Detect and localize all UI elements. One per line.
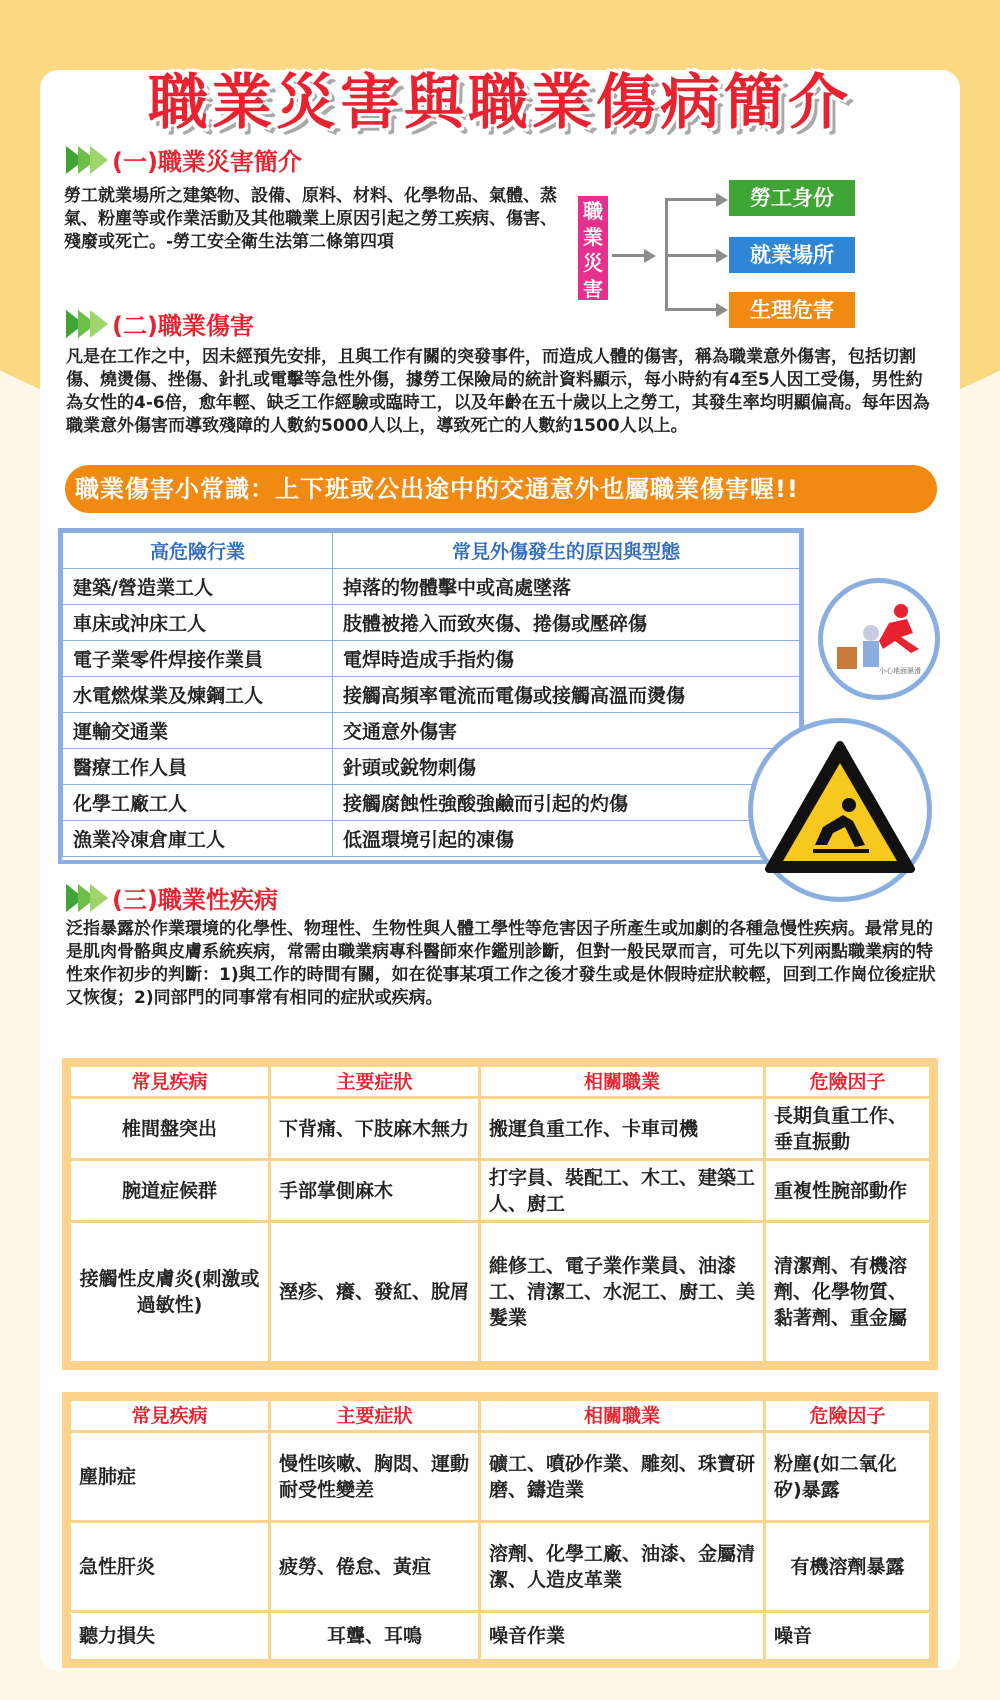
slippery-floor-icon (818, 578, 940, 700)
disease-table-2 (62, 1392, 938, 1668)
table-cell: 水電燃煤業及煉鋼工人 (63, 677, 333, 713)
warning-sign-icon (748, 718, 932, 902)
table-row (70, 1612, 931, 1661)
table-row (63, 605, 800, 641)
table-row (63, 821, 800, 857)
column-header: 常見疾病 (70, 1066, 270, 1098)
page-title: 職業災害與職業傷病簡介 (148, 68, 852, 138)
chevron-arrows-icon (66, 884, 102, 912)
tip-banner: 職業傷害小常識：上下班或公出途中的交通意外也屬職業傷害喔!! (65, 465, 937, 513)
table-cell: 清潔劑、有機溶劑、化學物質、黏著劑、重金屬 (765, 1222, 931, 1363)
table-cell: 急性肝炎 (70, 1522, 270, 1612)
table-cell: 噪音作業 (480, 1612, 765, 1661)
section3-heading (66, 880, 278, 915)
table-row (63, 749, 800, 785)
table-cell: 建築/營造業工人 (63, 569, 333, 605)
column-header: 危險因子 (765, 1400, 931, 1432)
injury-table (58, 528, 804, 864)
section3-title: (三)職業性疾病 (112, 886, 278, 914)
section1-heading (66, 142, 302, 177)
table-cell: 接觸腐蝕性強酸強鹼而引起的灼傷 (333, 785, 800, 821)
tag-physiological-hazard: 生理危害 (729, 292, 855, 328)
table-row (63, 641, 800, 677)
section1-title: (一)職業災害簡介 (112, 148, 302, 176)
slippery-caption: 小心地面濕滑 (879, 667, 921, 675)
table-cell: 維修工、電子業作業員、油漆工、清潔工、水泥工、廚工、美髮業 (480, 1222, 765, 1363)
table-cell: 溼疹、癢、發紅、脫屑 (270, 1222, 480, 1363)
table-cell: 聽力損失 (70, 1612, 270, 1661)
section2-title: (二)職業傷害 (112, 312, 254, 340)
table-cell: 手部掌側麻木 (270, 1160, 480, 1222)
table-cell: 腕道症候群 (70, 1160, 270, 1222)
chevron-arrows-icon (66, 310, 102, 338)
column-header: 高危險行業 (63, 533, 333, 569)
table-row (63, 677, 800, 713)
table-cell: 電子業零件焊接作業員 (63, 641, 333, 677)
table-cell: 醫療工作人員 (63, 749, 333, 785)
section2-text: 凡是在工作之中，因未經預先安排，且與工作有關的突發事件，而造成人體的傷害，稱為職業意外傷害，包括切割傷、燒燙傷、挫傷、針扎或電擊等急性外傷，據勞工保險局的統計資料顯示，每小時約有4至5人因工受傷，男性約為女性的4-6倍，愈年輕、缺乏工作經驗或臨時工，以及年齡在五十歲以上之勞工，其發生率均明顯偏高。每年因為職業意外傷害而導致殘障的人數約5000人以上，導致死亡的人數約1500人以上。 (66, 347, 930, 436)
table-row (70, 1222, 931, 1363)
table-cell: 運輸交通業 (63, 713, 333, 749)
table-row (70, 1160, 931, 1222)
table-cell: 針頭或銳物刺傷 (333, 749, 800, 785)
table-cell: 肢體被捲入而致夾傷、捲傷或壓碎傷 (333, 605, 800, 641)
column-header: 危險因子 (765, 1066, 931, 1098)
table-cell: 慢性咳嗽、胸悶、運動耐受性變差 (270, 1432, 480, 1522)
table-cell: 長期負重工作、垂直振動 (765, 1098, 931, 1160)
table-header-row (70, 1066, 931, 1098)
table-cell: 車床或沖床工人 (63, 605, 333, 641)
section2-heading (66, 306, 254, 341)
column-header: 主要症狀 (270, 1066, 480, 1098)
column-header: 常見疾病 (70, 1400, 270, 1432)
table-cell: 打字員、裝配工、木工、建築工人、廚工 (480, 1160, 765, 1222)
disease-table-1 (62, 1058, 938, 1370)
table-cell: 噪音 (765, 1612, 931, 1661)
column-header: 主要症狀 (270, 1400, 480, 1432)
table-header-row (70, 1400, 931, 1432)
table-row (70, 1432, 931, 1522)
table-cell: 疲勞、倦怠、黃疸 (270, 1522, 480, 1612)
column-header: 相關職業 (480, 1400, 765, 1432)
table-cell: 低溫環境引起的凍傷 (333, 821, 800, 857)
table-cell: 礦工、噴砂作業、雕刻、珠寶研磨、鑄造業 (480, 1432, 765, 1522)
occupational-disaster-label: 職業災害 (578, 196, 608, 300)
table-cell: 交通意外傷害 (333, 713, 800, 749)
table-row (70, 1098, 931, 1160)
tag-workplace: 就業場所 (729, 237, 855, 273)
table-header-row (63, 533, 800, 569)
table-cell: 椎間盤突出 (70, 1098, 270, 1160)
table-row (70, 1522, 931, 1612)
table-cell: 粉塵(如二氧化矽)暴露 (765, 1432, 931, 1522)
section3-text: 泛指暴露於作業環境的化學性、物理性、生物性與人體工學性等危害因子所產生或加劇的各種急慢性疾病。最常見的是肌肉骨骼與皮膚系統疾病，常需由職業病專科醫師來作鑑別診斷，但對一般民眾而言，可先以下列兩點職業病的特性來作初步的判斷：1)與工作的時間有關，如在從事某項工作之後才發生或是休假時症狀較輕，回到工作崗位後症狀又恢復；2)同部門的同事常有相同的症狀或疾病。 (66, 919, 936, 1008)
arrow-icon (716, 249, 728, 263)
table-cell: 搬運負重工作、卡車司機 (480, 1098, 765, 1160)
chevron-arrows-icon (66, 146, 102, 174)
column-header: 相關職業 (480, 1066, 765, 1098)
table-cell: 塵肺症 (70, 1432, 270, 1522)
table-cell: 溶劑、化學工廠、油漆、金屬清潔、人造皮革業 (480, 1522, 765, 1612)
arrow-icon (716, 193, 728, 207)
table-cell: 接觸高頻率電流而電傷或接觸高溫而燙傷 (333, 677, 800, 713)
table-row (63, 713, 800, 749)
table-row (63, 569, 800, 605)
connector-line (665, 198, 721, 201)
table-cell: 下背痛、下肢麻木無力 (270, 1098, 480, 1160)
tag-worker-identity: 勞工身份 (729, 180, 855, 216)
arrow-icon (716, 303, 728, 317)
table-cell: 接觸性皮膚炎(刺激或過敏性) (70, 1222, 270, 1363)
table-cell: 有機溶劑暴露 (765, 1522, 931, 1612)
table-cell: 電焊時造成手指灼傷 (333, 641, 800, 677)
table-cell: 化學工廠工人 (63, 785, 333, 821)
section1-text: 勞工就業場所之建築物、設備、原料、材料、化學物品、氣體、蒸氣、粉塵等或作業活動及其他職業上原因引起之勞工疾病、傷害、殘廢或死亡。-勞工安全衛生法第二條第四項 (64, 186, 557, 252)
connector-line (612, 254, 648, 257)
connector-line (665, 254, 721, 257)
connector-line (665, 308, 721, 311)
table-row (63, 785, 800, 821)
table-cell: 掉落的物體擊中或高處墜落 (333, 569, 800, 605)
arrow-icon (644, 249, 656, 263)
table-cell: 重複性腕部動作 (765, 1160, 931, 1222)
column-header: 常見外傷發生的原因與型態 (333, 533, 800, 569)
table-cell: 耳聾、耳鳴 (270, 1612, 480, 1661)
table-cell: 漁業冷凍倉庫工人 (63, 821, 333, 857)
